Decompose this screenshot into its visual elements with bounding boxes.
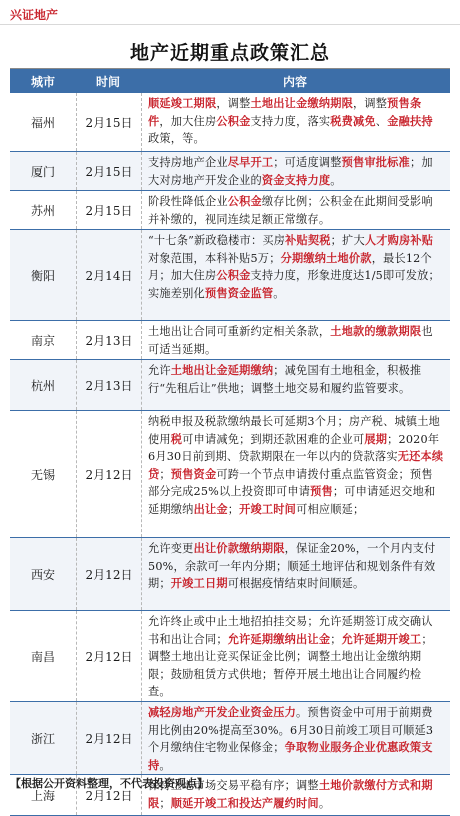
header-divider (0, 24, 460, 25)
content-text: 支持房地产企业 (148, 156, 228, 169)
cell-city: 无锡 (10, 411, 77, 537)
highlight-text: 出让价款缴纳期限 (193, 541, 285, 555)
cell-content (142, 321, 450, 359)
cell-city: 西安 (10, 538, 77, 610)
content-text: ；可申请延迟交地和延期缴纳 (148, 485, 436, 516)
cell-city: 南昌 (10, 611, 77, 701)
cell-content (142, 152, 450, 190)
cell-content (142, 538, 450, 610)
cell-content (142, 611, 450, 701)
policy-table (10, 68, 450, 816)
content-text: 允许 (148, 364, 171, 377)
content-text: 支持力度，形象进度达1/5即可发放；实施差别化 (148, 269, 440, 300)
cell-time: 2月12日 (77, 411, 142, 537)
content-text: 可相应顺延； (296, 502, 365, 516)
cell-city: 上海 (10, 775, 77, 815)
table-row (10, 93, 450, 152)
highlight-text: 顺延竣工期限 (148, 96, 217, 110)
highlight-text: 允许延期开竣工 (341, 631, 422, 646)
highlight-text: 补贴契税 (285, 233, 331, 247)
highlight-text: 减轻房地产开发企业资金压力 (148, 705, 297, 719)
cell-city: 浙江 (10, 702, 77, 774)
highlight-text: 开竣工时间 (239, 501, 297, 516)
content-text: 。 (318, 796, 331, 810)
content-text: 政策，等。 (148, 132, 205, 145)
content-text: ，调整 (353, 97, 388, 110)
highlight-text: 金融扶持 (387, 113, 433, 128)
cell-time: 2月12日 (77, 538, 142, 610)
content-text: ，保证金20%，一个月内支付50%，余款可一年内分期；顺延土地评估和规划条件有效期； (148, 542, 436, 590)
highlight-text: 资金支持力度 (261, 172, 331, 187)
table-row (10, 321, 450, 360)
content-text: 、 (375, 114, 388, 128)
cell-city: 苏州 (10, 191, 77, 229)
cell-city: 厦门 (10, 152, 77, 190)
highlight-text: 公积金 (216, 268, 251, 282)
cell-content (142, 702, 450, 774)
cell-time: 2月12日 (77, 702, 142, 774)
content-text: ；可适度调整 (273, 156, 342, 169)
content-text: 支持力度，落实 (250, 114, 331, 128)
brand-logo-text: 兴证地产 (10, 8, 59, 22)
table-row (10, 230, 450, 321)
highlight-text: 土地出让金缴纳期限 (250, 96, 353, 110)
content-text: 可跨一个节点申请拨付重点监管资金；预售部分完成25%以上投资即可申请 (148, 467, 433, 498)
content-text: 。 (330, 173, 342, 187)
cell-time: 2月15日 (77, 152, 142, 190)
content-text: ，加大住房 (159, 114, 217, 128)
highlight-text: 土地款的缴款期限 (330, 324, 422, 338)
content-text: ； (159, 796, 171, 810)
cell-time: 2月14日 (77, 230, 142, 320)
content-text: 。 (159, 758, 171, 772)
highlight-text: 预售资金 (170, 466, 217, 481)
content-text: ；调整土地出让竞买保证金比例；调整土地出让金缴纳期限；鼓励租赁方式供地；暂停开展土地出让合同履约检查。 (148, 632, 433, 698)
table-row (10, 611, 450, 702)
cell-content (142, 230, 450, 320)
table-row (10, 538, 450, 611)
footnote: 【根据公开资料整理，不代表投资观点】 (10, 777, 208, 790)
highlight-text: 无还本续贷 (148, 449, 444, 481)
page-title: 地产近期重点政策汇总 (129, 42, 330, 64)
cell-city: 福州 (10, 93, 77, 151)
header-city: 城市 (30, 74, 55, 89)
highlight-text: 展期 (364, 431, 388, 446)
content-text: 。 (273, 286, 285, 300)
highlight-text: 预售条件 (148, 96, 422, 128)
content-text: 土地出让合同可重新约定相关条款， (148, 325, 331, 338)
cell-time: 2月13日 (77, 360, 142, 410)
content-text: ，调整 (216, 97, 251, 110)
cell-content (142, 93, 450, 151)
highlight-text: 允许延期缴纳出让金 (227, 631, 331, 646)
highlight-text: 开竣工日期 (170, 576, 228, 590)
content-text: 对象范围，本科补贴5万； (148, 251, 281, 265)
content-text: 允许变更 (148, 542, 194, 555)
content-text: ；加大对房地产开发企业的 (148, 156, 433, 187)
content-text: ，最长12个月；加大住房 (148, 251, 432, 282)
highlight-text: 土地出让金延期缴纳 (170, 363, 274, 377)
highlight-text: 尽早开工 (227, 155, 274, 169)
highlight-text: 税 (170, 431, 183, 446)
content-text: 可根据疫情结束时间顺延。 (227, 577, 365, 590)
content-text: ； (330, 632, 342, 646)
highlight-text: 公积金 (227, 194, 262, 208)
highlight-text: 顺延开竣工和投达产履约时间 (170, 795, 319, 810)
highlight-text: 分期缴纳土地价款 (280, 250, 372, 265)
table-row (10, 360, 450, 411)
table-row (10, 152, 450, 191)
table-body (10, 93, 450, 816)
cell-content (142, 360, 450, 410)
cell-time: 2月13日 (77, 321, 142, 359)
highlight-text: 争取物业服务企业优惠政策支持 (148, 740, 433, 772)
cell-city: 南京 (10, 321, 77, 359)
highlight-text: 预售 (310, 484, 333, 498)
content-text: ；2020年6月30日前到期、贷款期限在一年以内的贷款落实 (148, 432, 440, 463)
cell-content (142, 191, 450, 229)
cell-time: 2月12日 (77, 611, 142, 701)
cell-city: 杭州 (10, 360, 77, 410)
content-text: ； (159, 467, 171, 481)
content-text: “十七条”新政稳楼市：买房 (148, 234, 286, 247)
cell-time: 2月15日 (77, 191, 142, 229)
content-text: 也可适当延期。 (148, 325, 433, 356)
content-text: ；减免国有土地租金，积极推行“先租后让”供地；调整土地交易和履约监管要求。 (148, 364, 422, 395)
cell-time: 2月15日 (77, 93, 142, 151)
header-content: 内容 (282, 74, 307, 89)
content-text: 。预售资金中可用于前期费用比例由20%提高至30%。6月30日前竣工项目可顺延3个月缴纳住宅物业保修金； (148, 706, 434, 754)
content-text: ； (227, 502, 240, 516)
highlight-text: 土地价款缴付方式和期限 (148, 778, 433, 810)
highlight-text: 人才购房补贴 (364, 233, 434, 247)
content-text: 允许终止或中止土地招拍挂交易；允许延期签订成交确认书和出让合同； (148, 615, 433, 646)
content-text: 可申请减免；到期还款困难的企业可 (182, 432, 365, 446)
header-time: 时间 (95, 74, 120, 89)
cell-city: 衡阳 (10, 230, 77, 320)
content-text: 阶段性降低企业 (148, 195, 228, 208)
highlight-text: 税费减免 (330, 113, 376, 128)
content-text: 纳税申报及税款缴纳最长可延期3个月；房产税、城镇土地使用 (148, 415, 441, 446)
cell-time: 2月12日 (77, 775, 142, 815)
table-row (10, 702, 450, 775)
content-text: ；扩大 (330, 234, 365, 247)
highlight-text: 预售资金监管 (204, 285, 274, 300)
cell-content (142, 411, 450, 537)
highlight-text: 出让金 (193, 501, 228, 516)
highlight-text: 预售审批标准 (341, 155, 410, 169)
content-text: 缴存比例；公积金在此期间受影响并补缴的，视同连续足额正常缴存。 (148, 195, 433, 226)
highlight-text: 公积金 (216, 113, 251, 128)
table-row (10, 411, 450, 538)
table-header (10, 69, 450, 93)
table-row (10, 191, 450, 230)
content-text: 保持土地市场交易平稳有序；调整 (148, 779, 319, 792)
